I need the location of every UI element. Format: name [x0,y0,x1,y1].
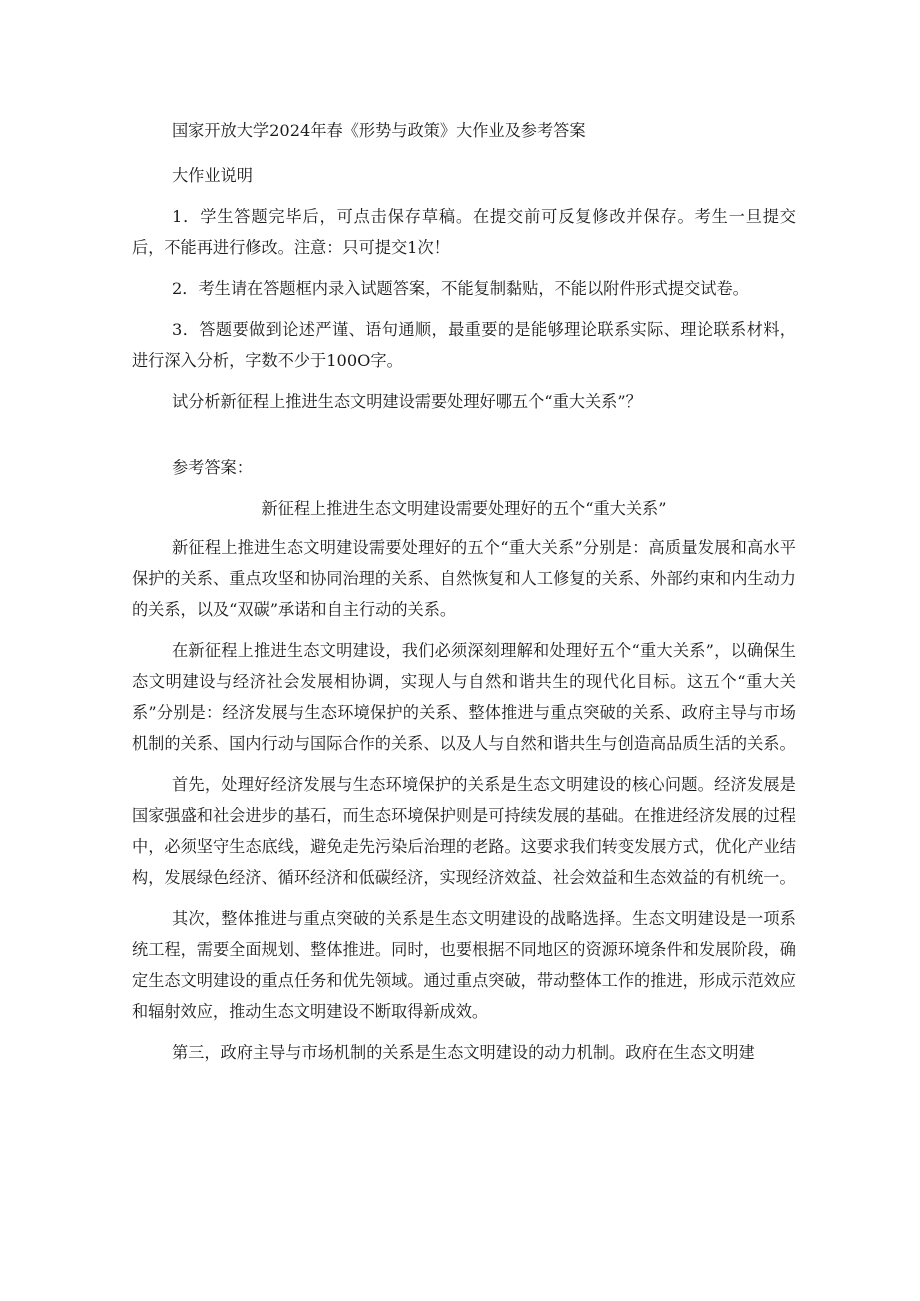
answer-paragraph-3: 首先，处理好经济发展与生态环境保护的关系是生态文明建设的核心问题。经济发展是国家强盛和社会进步的基石，而生态环境保护则是可持续发展的基础。在推进经济发展的过程中，必须坚守生态底线，避免走先污染后治理的老路。这要求我们转变发展方式，优化产业结构，发展绿色经济、循环经济和低碳经济，实现经济效益、社会效益和生态效益的有机统一。 [132,775,796,887]
document-title: 国家开放大学2024年春《形势与政策》大作业及参考答案 [172,121,586,140]
spacer [132,427,796,452]
answer-label: 参考答案： [172,458,253,477]
answer-title: 新征程上推进生态文明建设需要处理好的五个“重大关系” [261,499,667,518]
answer-paragraph-4: 其次，整体推进与重点突破的关系是生态文明建设的战略选择。生态文明建设是一项系统工程，需要全面规划、整体推进。同时，也要根据不同地区的资源环境条件和发展阶段，确定生态文明建设的重点任务和优先领域。通过重点突破，带动整体工作的推进，形成示范效应和辐射效应，推动生态文明建设不断取得新成效。 [132,909,796,1021]
answer-paragraph-2: 在新征程上推进生态文明建设，我们必须深刻理解和处理好五个“重大关系”，以确保生态文明建设与经济社会发展相协调，实现人与自然和谐共生的现代化目标。这五个“重大关系”分别是：经济发展与生态环境保护的关系、整体推进与重点突破的关系、政府主导与市场机制的关系、国内行动与国际合作的关系、以及人与自然和谐共生与创造高品质生活的关系。 [132,641,796,753]
answer-paragraph-1: 新征程上推进生态文明建设需要处理好的五个“重大关系”分别是：高质量发展和高水平保护的关系、重点攻坚和协同治理的关系、自然恢复和人工修复的关系、外部约束和内生动力的关系，以及“双碳”承诺和自主行动的关系。 [132,538,796,619]
section-heading: 大作业说明 [172,166,253,185]
instruction-3: 3．答题要做到论述严谨、语句通顺，最重要的是能够理论联系实际、理论联系材料，进行深入分析，字数不少于100O字。 [132,320,796,370]
instruction-2: 2．考生请在答题框内录入试题答案，不能复制黏贴，不能以附件形式提交试卷。 [172,279,749,298]
answer-paragraph-5: 第三，政府主导与市场机制的关系是生态文明建设的动力机制。政府在生态文明建 [172,1043,755,1062]
instruction-1: 1．学生答题完毕后，可点击保存草稿。在提交前可反复修改并保存。考生一旦提交后，不能再进行修改。注意：只可提交1次！ [132,207,796,257]
question: 试分析新征程上推进生态文明建设需要处理好哪五个“重大关系”？ [172,392,642,411]
